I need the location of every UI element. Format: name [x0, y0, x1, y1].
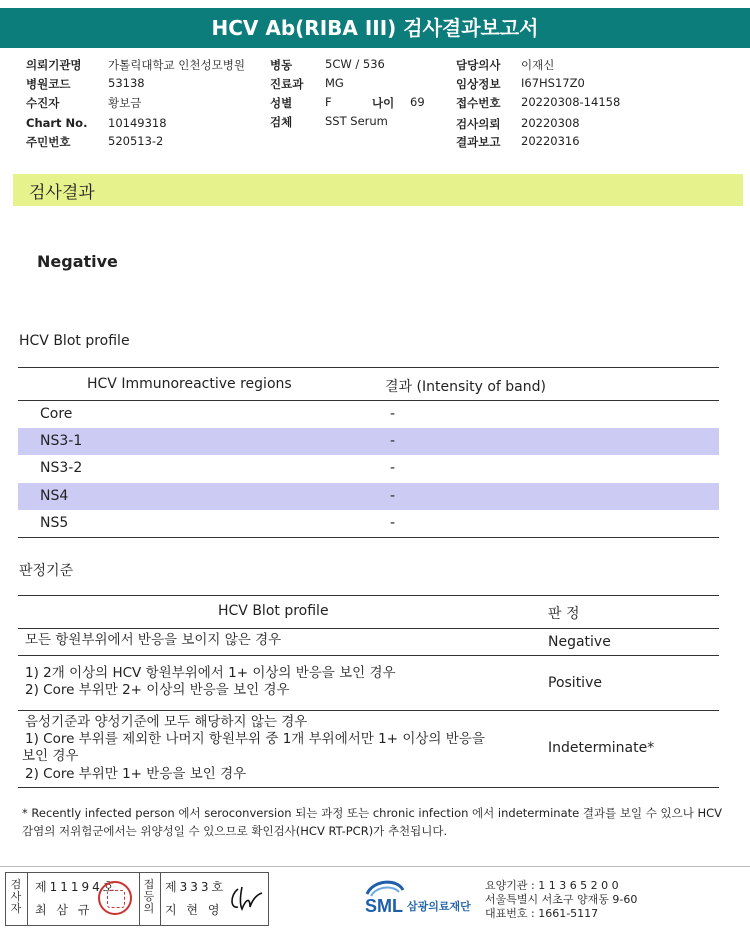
- criteria-line: 1) 2개 이상의 HCV 항원부위에서 1+ 이상의 반응을 보인 경우: [25, 665, 396, 681]
- inspector-license: 제11194호: [35, 880, 118, 894]
- meta-value: SST Serum: [325, 114, 388, 128]
- row-highlight: [18, 428, 719, 455]
- table-rule: [18, 537, 719, 538]
- meta-value: I67HS17Z0: [521, 76, 585, 90]
- table-rule: [18, 595, 719, 596]
- org-info-line: 서울특별시 서초구 양재동 9-60: [485, 893, 638, 906]
- profile-result: -: [390, 515, 396, 531]
- meta-value: 20220308: [521, 116, 580, 130]
- table-rule: [18, 367, 719, 368]
- meta-label: 결과보고: [456, 135, 501, 149]
- meta-value: 5CW / 536: [325, 57, 385, 71]
- criteria-judgement: Positive: [548, 675, 602, 691]
- meta-label: 의뢰기관명: [26, 58, 82, 72]
- criteria-line: 음성기준과 양성기준에 모두 해당하지 않는 경우: [25, 714, 308, 730]
- profile-result: -: [390, 488, 396, 504]
- criteria-col-judgement: 판 정: [548, 606, 580, 622]
- meta-label: Chart No.: [26, 116, 88, 130]
- age-label: 나이: [372, 96, 395, 110]
- meta-value: 20220316: [521, 134, 580, 148]
- meta-label: 병원코드: [26, 77, 71, 91]
- profile-result: -: [390, 406, 396, 422]
- meta-label: 검체: [270, 115, 293, 129]
- signature-box: [5, 872, 269, 926]
- reviewer-license: 제333호: [165, 880, 227, 894]
- criteria-judgement: Indeterminate*: [548, 740, 655, 756]
- meta-label: 수진자: [26, 96, 60, 110]
- signature-icon: [228, 883, 264, 915]
- profile-col-result: 결과 (Intensity of band): [385, 379, 546, 395]
- meta-value: MG: [325, 76, 344, 90]
- org-info: [485, 879, 637, 921]
- inspector-label: 검사자: [10, 878, 22, 915]
- profile-region: NS4: [40, 488, 69, 504]
- footer-divider: [0, 866, 750, 867]
- row-highlight: [18, 483, 719, 510]
- age-value: 69: [410, 95, 425, 109]
- footnote: * Recently infected person 에서 seroconversion 되는 과정 또는 chronic infection 에서 indeterminate 결과를 보일 수 있으나 HCV 감염의 저위험군에서는 위양성일 수 있으므로 확인검사(HCV RT-PCR)가 추천됩니다.: [22, 806, 723, 838]
- meta-label: 검사의뢰: [456, 117, 501, 131]
- criteria-heading: 판정기준: [19, 563, 74, 579]
- table-rule: [18, 787, 719, 788]
- meta-label: 담당의사: [456, 58, 501, 72]
- meta-value: 53138: [108, 76, 145, 90]
- org-info-line: 요양기관 : 1 1 3 6 5 2 0 0: [485, 879, 619, 892]
- profile-result: -: [390, 460, 396, 476]
- meta-value: 520513-2: [108, 134, 164, 148]
- overall-result: Negative: [37, 252, 118, 271]
- report-title: HCV Ab(RIBA III) 검사결과보고서: [0, 8, 750, 48]
- divider: [139, 873, 140, 925]
- profile-region: NS3-1: [40, 433, 83, 449]
- meta-label: 접수번호: [456, 96, 501, 110]
- divider: [27, 873, 28, 925]
- criteria-line: 1) Core 부위를 제외한 나머지 항원부위 중 1개 부위에서만 1+ 이상의 반응을: [25, 731, 485, 747]
- meta-label: 성별: [270, 96, 293, 110]
- seal-stamp: [98, 881, 132, 915]
- meta-value: 황보금: [108, 96, 142, 110]
- meta-value: F: [325, 95, 332, 109]
- profile-region: NS3-2: [40, 460, 83, 476]
- reviewer-label: 접등의: [143, 878, 155, 915]
- criteria-line: 2) Core 부위만 1+ 반응을 보인 경우: [25, 766, 247, 782]
- criteria-judgement: Negative: [548, 634, 611, 650]
- logo-text: SML: [365, 896, 403, 916]
- section-band: [13, 174, 743, 206]
- table-rule: [18, 628, 719, 629]
- table-rule: [18, 710, 719, 711]
- meta-value: 가톨릭대학교 인천성모병원: [108, 58, 245, 72]
- org-name: 삼광의료재단: [407, 900, 471, 913]
- meta-label: 주민번호: [26, 135, 71, 149]
- sml-logo-icon: [363, 876, 478, 922]
- meta-value: 이재신: [521, 58, 555, 72]
- section-title: 검사결과: [29, 183, 95, 203]
- divider: [160, 873, 161, 925]
- profile-heading: HCV Blot profile: [19, 333, 130, 349]
- meta-value: 10149318: [108, 116, 167, 130]
- reviewer-name: 지 현 영: [165, 903, 223, 917]
- profile-col-regions: HCV Immunoreactive regions: [87, 376, 292, 392]
- meta-label: 임상정보: [456, 77, 501, 91]
- profile-region: NS5: [40, 515, 69, 531]
- criteria-line: 보인 경우: [22, 748, 79, 764]
- profile-region: Core: [40, 406, 73, 422]
- inspector-name: 최 삼 규: [35, 903, 93, 917]
- org-info-line: 대표번호 : 1661-5117: [485, 907, 599, 920]
- profile-result: -: [390, 433, 396, 449]
- table-rule: [18, 400, 719, 401]
- criteria-line: 모든 항원부위에서 반응을 보이지 않은 경우: [25, 632, 282, 648]
- meta-value: 20220308-14158: [521, 95, 621, 109]
- meta-label: 병동: [270, 58, 293, 72]
- table-rule: [18, 655, 719, 656]
- sml-logo: [363, 876, 478, 922]
- criteria-col-profile: HCV Blot profile: [218, 603, 329, 619]
- criteria-line: 2) Core 부위만 2+ 이상의 반응을 보인 경우: [25, 682, 290, 698]
- meta-label: 진료과: [270, 77, 304, 91]
